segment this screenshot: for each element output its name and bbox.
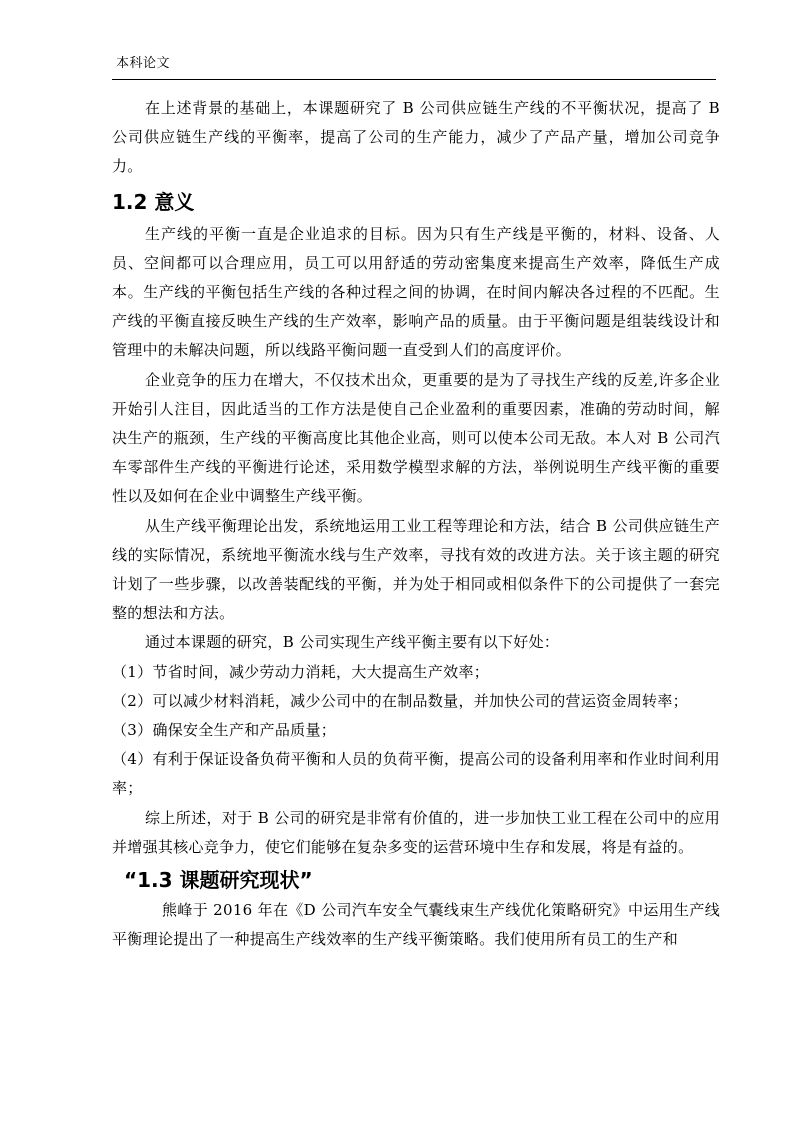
running-header: 本科论文 bbox=[116, 56, 171, 71]
section-heading-1-3: “1.3 课题研究现状” bbox=[124, 868, 313, 893]
benefit-item-4: （4）有利于保证设备负荷平衡和人员的负荷平衡，提高公司的设备利用率和作业时间利用率； bbox=[112, 750, 720, 798]
paragraph-research-status: 熊峰于 2016 年在《D 公司汽车安全气囊线束生产线优化策略研究》中运用生产线平衡理论提出了一种提高生产线效率的生产线平衡策略。我们使用所有员工的生产和 bbox=[112, 901, 720, 949]
intro-paragraph: 在上述背景的基础上，本课题研究了 B 公司供应链生产线的不平衡状况，提高了 B 公司供应链生产线的平衡率，提高了公司的生产能力，减少了产品产量，增加公司竞争力。 bbox=[112, 99, 720, 176]
benefit-item-1: （1）节省时间，减少劳动力消耗，大大提高生产效率； bbox=[112, 662, 490, 681]
paragraph-balance-goal: 生产线的平衡一直是企业追求的目标。因为只有生产线是平衡的，材料、设备、人员、空间都可以合理应用，员工可以用舒适的劳动密集度来提高生产效率，降低生产成本。生产线的平衡包括生产线的各种过程之间的协调，在时间内解决各过程的不匹配。生产线的平衡直接反映生产线的生产效率，影响产品的质量。由于平衡问题是组装线设计和管理中的未解决问题，所以线路平衡问题一直受到人们的高度评价。 bbox=[112, 224, 720, 360]
header-divider bbox=[112, 79, 716, 80]
benefit-item-3: （3）确保安全生产和产品质量； bbox=[112, 721, 337, 740]
paragraph-summary: 综上所述，对于 B 公司的研究是非常有价值的，进一步加快工业工程在公司中的应用并增强其核心竞争力，使它们能够在复杂多变的运营环境中生存和发展，将是有益的。 bbox=[112, 808, 720, 856]
benefit-item-2: （2）可以减少材料消耗，减少公司中的在制品数量，并加快公司的营运资金周转率； bbox=[112, 691, 688, 710]
document-body bbox=[112, 94, 720, 954]
section-heading-1-2: 1.2 意义 bbox=[112, 189, 195, 214]
paragraph-competition: 企业竞争的压力在增大，不仅技术出众，更重要的是为了寻找生产线的反差,许多企业开始引人注目，因此适当的工作方法是使自己企业盈利的重要因素，准确的劳动时间，解决生产的瓶颈，生产线的平衡高度比其他企业高，则可以使本公司无敌。本人对 B 公司汽车零部件生产线的平衡进行论述，采用数学模型求解的方法，举例说明生产线平衡的重要性以及如何在企业中调整生产线平衡。 bbox=[112, 370, 720, 506]
paragraph-benefits-intro: 通过本课题的研究，B 公司实现生产线平衡主要有以下好处： bbox=[145, 633, 560, 652]
paragraph-theory: 从生产线平衡理论出发，系统地运用工业工程等理论和方法，结合 B 公司供应链生产线的实际情况，系统地平衡流水线与生产效率，寻找有效的改进方法。关于该主题的研究计划了一些步骤，以改善装配线的平衡，并为处于相同或相似条件下的公司提供了一套完整的想法和方法。 bbox=[112, 516, 720, 623]
